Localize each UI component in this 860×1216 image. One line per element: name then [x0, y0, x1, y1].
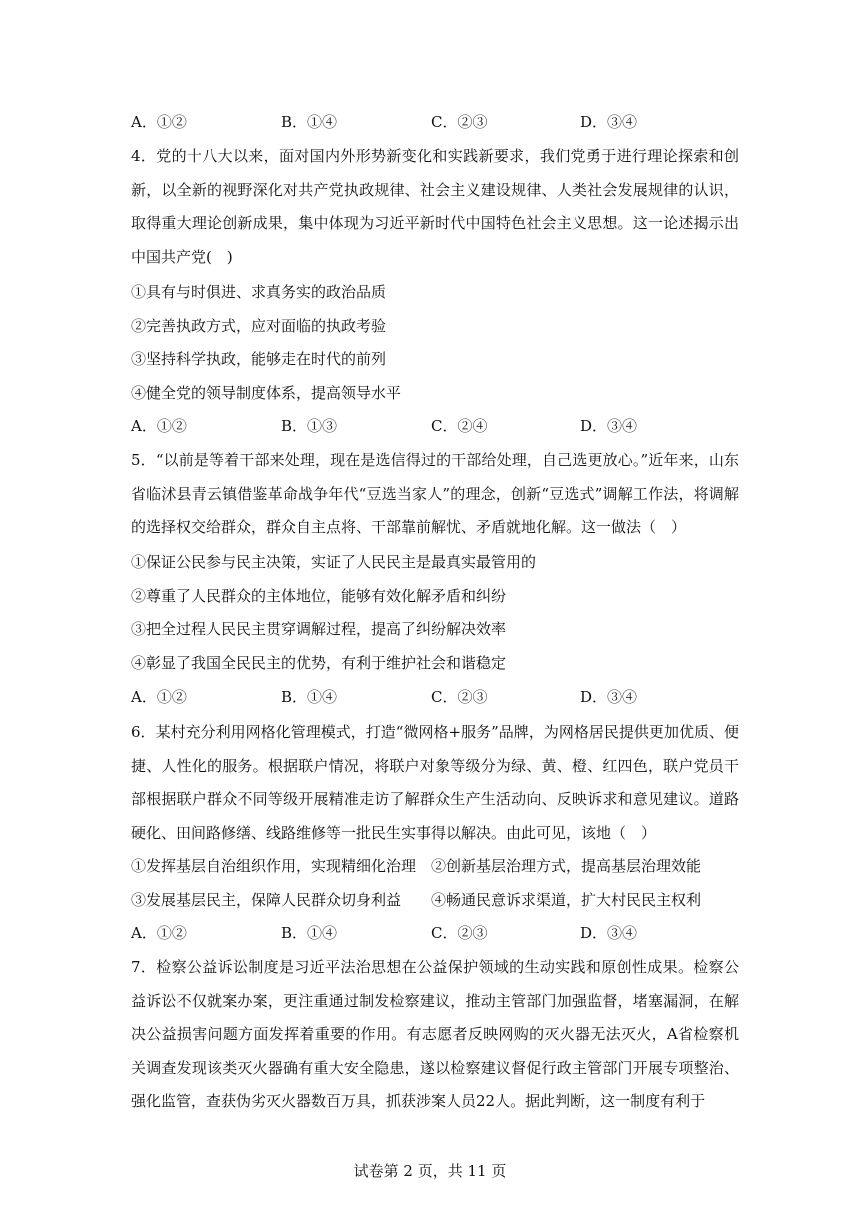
q6-item-1: ①发挥基层自治组织作用，实现精细化治理: [131, 857, 417, 875]
q3-option-c[interactable]: C．②③: [431, 113, 488, 131]
q3-option-a[interactable]: A．①②: [131, 113, 187, 131]
q6-items-row-1: [131, 856, 739, 876]
q4-option-a[interactable]: A．①②: [131, 417, 187, 435]
q5-option-a[interactable]: A．①②: [131, 688, 187, 706]
q5-option-b[interactable]: B．①④: [281, 688, 338, 706]
q4-option-c[interactable]: C．②④: [431, 417, 488, 435]
q4-item-1: ①具有与时俱进、求真务实的政治品质: [131, 283, 387, 301]
q6-item-4: ④畅通民意诉求渠道，扩大村民民主权利: [431, 891, 702, 909]
q6-option-d[interactable]: D．③④: [580, 924, 638, 942]
q6-option-b[interactable]: B．①④: [281, 924, 338, 942]
q3-option-d[interactable]: D．③④: [580, 113, 638, 131]
q5-stem: 5．“以前是等着干部来处理，现在是选信得过的干部给处理，自己选更放心。”近年来，山东省临沭县青云镇借鉴革命战争年代“豆选当家人”的理念，创新“豆选式”调解工作法，将调解的选择权交给群众，群众自主点将、干部靠前解忧、矛盾就地化解。这一做法（ ）: [131, 451, 739, 537]
q4-option-d[interactable]: D．③④: [580, 417, 638, 435]
q5-item-3: ③把全过程人民民主贯穿调解过程，提高了纠纷解决效率: [131, 620, 507, 638]
q6-item-3: ③发展基层民主，保障人民群众切身利益: [131, 891, 402, 909]
q6-option-a[interactable]: A．①②: [131, 924, 187, 942]
q4-item-2: ②完善执政方式，应对面临的执政考验: [131, 317, 387, 335]
q4-stem: 4．党的十八大以来，面对国内外形势新变化和实践新要求，我们党勇于进行理论探索和创新，以全新的视野深化对共产党执政规律、社会主义建设规律、人类社会发展规律的认识，取得重大理论创新成果，集中体现为习近平新时代中国特色社会主义思想。这一论述揭示出中国共产党( ): [131, 147, 739, 266]
q4-option-b[interactable]: B．①③: [281, 417, 338, 435]
q6-item-2: ②创新基层治理方式，提高基层治理效能: [431, 857, 702, 875]
q4-item-3: ③坚持科学执政，能够走在时代的前列: [131, 350, 387, 368]
q6-items-row-2: [131, 890, 739, 910]
q4-item-4: ④健全党的领导制度体系，提高领导水平: [131, 384, 402, 402]
q5-item-4: ④彰显了我国全民民主的优势，有利于维护社会和谐稳定: [131, 654, 507, 672]
q5-option-c[interactable]: C．②③: [431, 688, 488, 706]
q7-stem: 7．检察公益诉讼制度是习近平法治思想在公益保护领域的生动实践和原创性成果。检察公益诉讼不仅就案办案，更注重通过制发检察建议，推动主管部门加强监督，堵塞漏洞，在解决公益损害问题方面发挥着重要的作用。有志愿者反映网购的灭火器无法灭火，A省检察机关调查发现该类灭火器确有重大安全隐患，遂以检察建议督促行政主管部门开展专项整治、强化监管，查获伪劣灭火器数百万具，抓获涉案人员22人。据此判断，这一制度有利于: [131, 958, 739, 1111]
q5-item-1: ①保证公民参与民主决策，实证了人民民主是最真实最管用的: [131, 553, 537, 571]
q6-stem: 6．某村充分利用网格化管理模式，打造“微网格+服务”品牌，为网格居民提供更加优质、便捷、人性化的服务。根据联户情况，将联户对象等级分为绿、黄、橙、红四色，联户党员干部根据联户群众不同等级开展精准走访了解群众生产生活动向、反映诉求和意见建议。道路硬化、田间路修缮、线路维修等一批民生实事得以解决。由此可见，该地（ ）: [131, 723, 739, 842]
page-footer: 试卷第 2 页，共 11 页: [353, 1162, 507, 1180]
q5-option-d[interactable]: D．③④: [580, 688, 638, 706]
q3-option-b[interactable]: B．①④: [281, 113, 338, 131]
q5-item-2: ②尊重了人民群众的主体地位，能够有效化解矛盾和纠纷: [131, 587, 507, 605]
q6-option-c[interactable]: C．②③: [431, 924, 488, 942]
